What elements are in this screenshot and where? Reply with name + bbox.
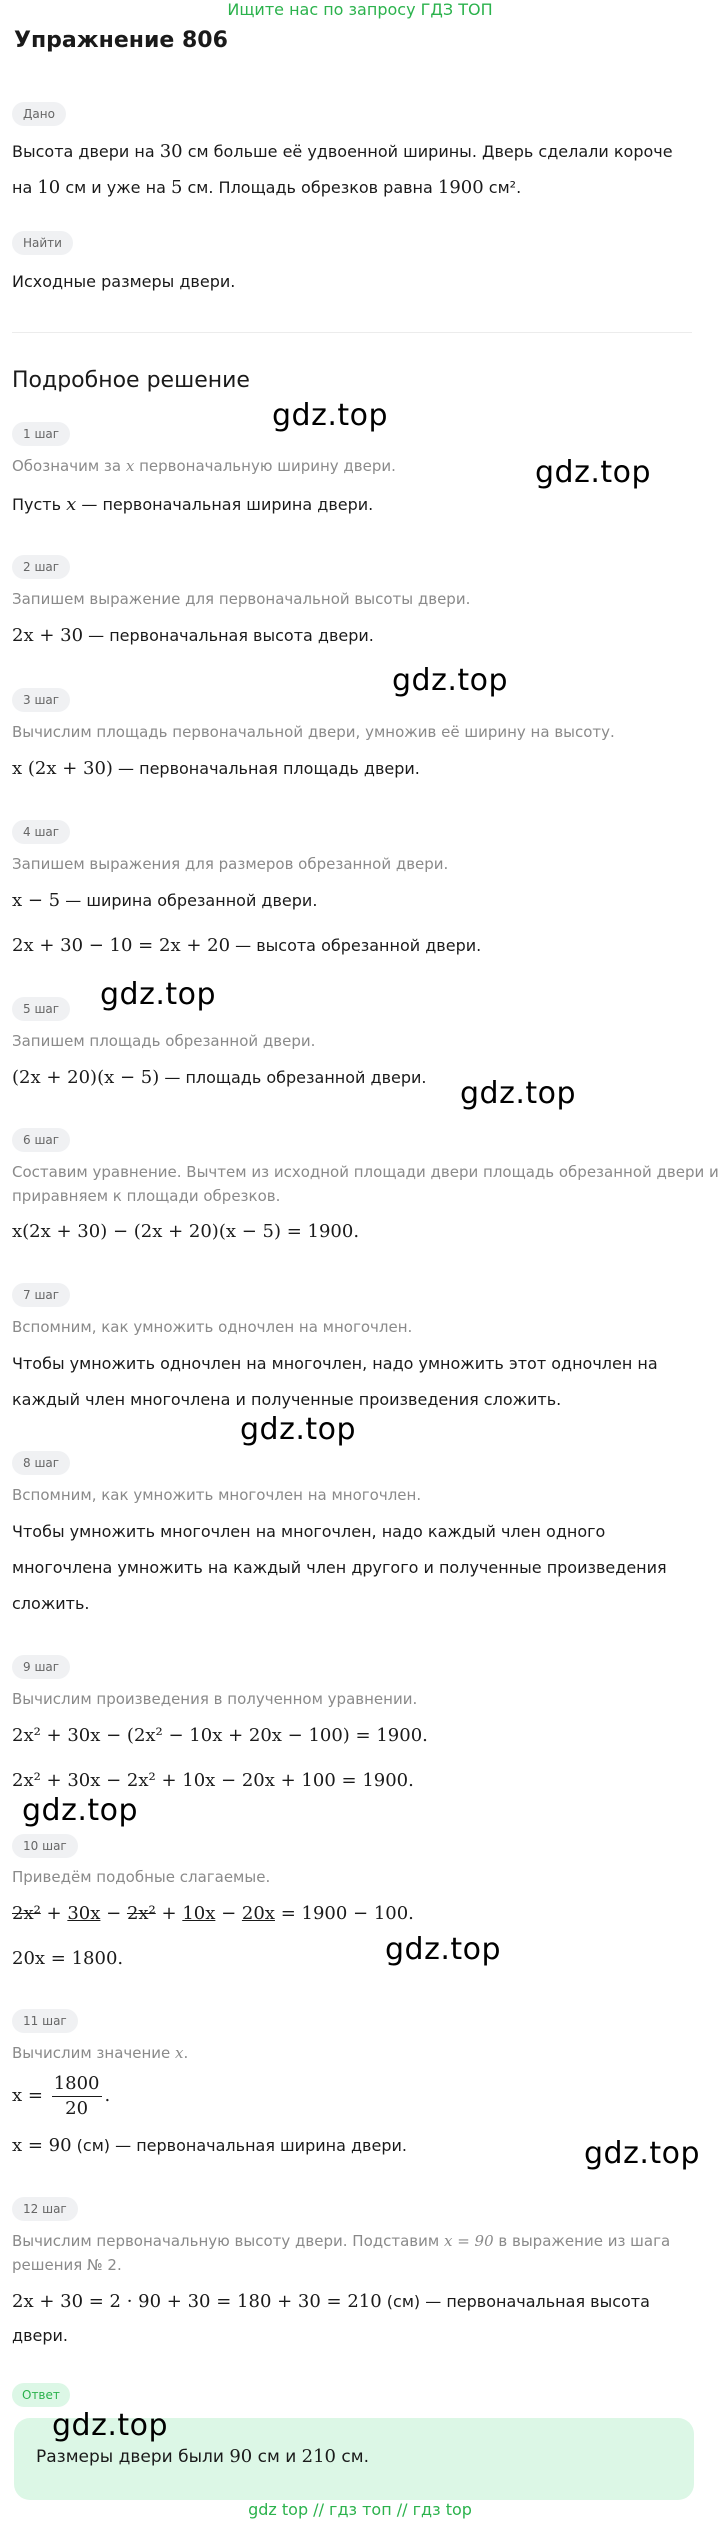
step-line: x(2x + 30) − (2x + 20)(x − 5) = 1900.: [12, 1221, 360, 1242]
step-line: (2x + 20)(x − 5) — площадь обрезанной двери.: [12, 1067, 427, 1088]
step-line: Чтобы умножить одночлен на многочлен, надо умножить этот одночлен на: [12, 1354, 658, 1373]
solution-title: Подробное решение: [12, 368, 250, 393]
step-line: двери.: [12, 2326, 68, 2345]
step-tag: 7 шаг: [12, 1283, 70, 1307]
step-line: многочлена умножить на каждый член другого и полученные произведения: [12, 1558, 667, 1577]
given-line-2: на 10 см и уже на 5 см. Площадь обрезков равна 1900 см².: [12, 177, 522, 198]
separator: [12, 332, 692, 333]
step-hint: Составим уравнение. Вычтем из исходной площади двери площадь обрезанной двери и: [12, 1163, 719, 1181]
step-hint: Приведём подобные слагаемые.: [12, 1868, 271, 1886]
step-hint: Обозначим за x первоначальную ширину двери.: [12, 457, 396, 475]
watermark: gdz.top: [52, 2408, 169, 2443]
find-text: Исходные размеры двери.: [12, 272, 236, 291]
watermark: gdz.top: [22, 1793, 139, 1828]
fraction: $\frac{1800}{20}$: [53, 2073, 100, 2119]
step-hint: приравняем к площади обрезков.: [12, 1187, 281, 1205]
step-tag: 11 шаг: [12, 2009, 78, 2033]
step-tag: 2 шаг: [12, 555, 70, 579]
step-fraction-line: x = $\frac{1800}{20}$ .: [12, 2073, 111, 2119]
step-tag: 9 шаг: [12, 1655, 70, 1679]
step-line: каждый член многочлена и полученные произведения сложить.: [12, 1390, 562, 1409]
given-line-1: Высота двери на 30 см больше её удвоенной ширины. Дверь сделали короче: [12, 141, 673, 162]
step-line: Пусть x — первоначальная ширина двери.: [12, 494, 374, 515]
watermark: gdz.top: [272, 398, 389, 433]
watermark: gdz.top: [535, 455, 652, 490]
step-line: x (2x + 30) — первоначальная площадь двери.: [12, 758, 420, 779]
footer-links[interactable]: gdz top // гдз топ // гдз top: [248, 2500, 472, 2519]
top-banner[interactable]: Ищите нас по запросу ГДЗ ТОП: [227, 0, 493, 19]
watermark: gdz.top: [392, 663, 509, 698]
step-line: сложить.: [12, 1594, 90, 1613]
watermark: gdz.top: [100, 977, 217, 1012]
step-hint: Вспомним, как умножить многочлен на многочлен.: [12, 1486, 422, 1504]
step-tag: 3 шаг: [12, 688, 70, 712]
step-tag: 4 шаг: [12, 820, 70, 844]
step-line: 2x² + 30x − 2x² + 10x − 20x + 100 = 1900.: [12, 1770, 414, 1791]
answer-text: Размеры двери были 90 см и 210 см.: [36, 2446, 369, 2467]
answer-tag: Ответ: [12, 2383, 70, 2407]
step-line: 2x + 30 — первоначальная высота двери.: [12, 625, 374, 646]
step-tag: 5 шаг: [12, 997, 70, 1021]
step-hint: решения № 2.: [12, 2256, 122, 2274]
step-hint: Вспомним, как умножить одночлен на многочлен.: [12, 1318, 413, 1336]
find-tag: Найти: [12, 231, 73, 255]
step-hint: Вычислим первоначальную высоту двери. Подставим x = 90 в выражение из шага: [12, 2232, 671, 2250]
step-line: Чтобы умножить многочлен на многочлен, надо каждый член одного: [12, 1522, 606, 1541]
step-tag: 10 шаг: [12, 1834, 78, 1858]
step-tag: 12 шаг: [12, 2197, 78, 2221]
step-hint: Вычислим площадь первоначальной двери, умножив её ширину на высоту.: [12, 723, 615, 741]
step-hint: Вычислим значение x.: [12, 2044, 189, 2062]
step-hint: Запишем выражения для размеров обрезанной двери.: [12, 855, 449, 873]
watermark: gdz.top: [460, 1076, 577, 1111]
step-line: 2x² + 30x − 2x² + 10x − 20x = 1900 − 100.: [12, 1903, 414, 1924]
watermark: gdz.top: [240, 1412, 357, 1447]
step-line: 2x² + 30x − (2x² − 10x + 20x − 100) = 1900.: [12, 1725, 428, 1746]
step-hint: Запишем площадь обрезанной двери.: [12, 1032, 316, 1050]
step-tag: 8 шаг: [12, 1451, 70, 1475]
step-tag: 6 шаг: [12, 1128, 70, 1152]
step-line: 2x + 30 = 2 · 90 + 30 = 180 + 30 = 210 (см) — первоначальная высота: [12, 2291, 650, 2312]
step-line: 20x = 1800.: [12, 1948, 124, 1969]
page-title: Упражнение 806: [14, 28, 228, 53]
step-hint: Вычислим произведения в полученном уравнении.: [12, 1690, 418, 1708]
step-tag: 1 шаг: [12, 422, 70, 446]
step-line: x − 5 — ширина обрезанной двери.: [12, 890, 318, 911]
watermark: gdz.top: [584, 2136, 701, 2171]
step-line: x = 90 (см) — первоначальная ширина двери.: [12, 2135, 407, 2156]
step-hint: Запишем выражение для первоначальной высоты двери.: [12, 590, 471, 608]
watermark: gdz.top: [385, 1932, 502, 1967]
step-line: 2x + 30 − 10 = 2x + 20 — высота обрезанной двери.: [12, 935, 482, 956]
given-tag: Дано: [12, 102, 66, 126]
